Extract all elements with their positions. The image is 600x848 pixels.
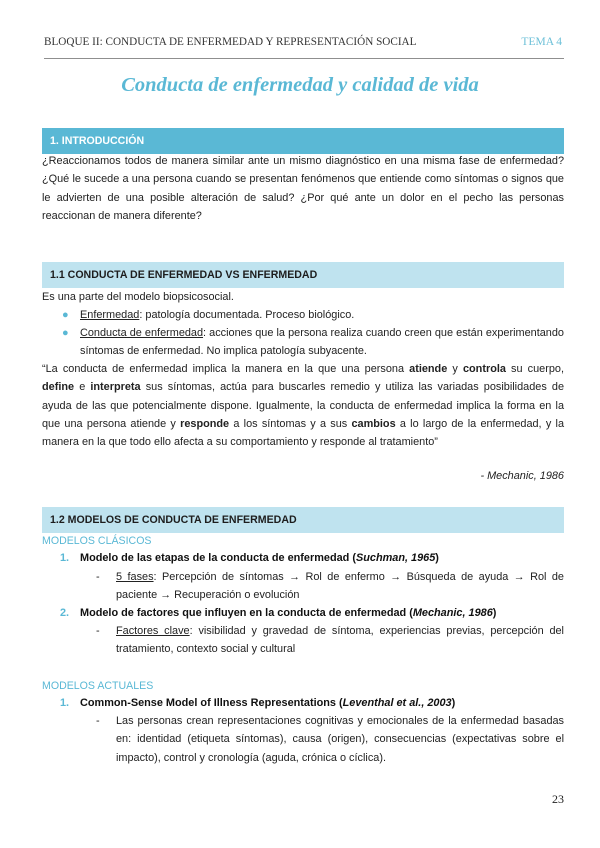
mechanic-quote: “La conducta de enfermedad implica la manera en la que una persona atiende y controla su cuerpo, define e interpreta sus síntomas, actúa para buscarles remedio y utiliza las variadas posibilidades de ayuda de las que potencialmente dispone. Igualmente, la conducta de enfermedad implica la forma en la que una persona atiende y responde a los síntomas y a sus cambios a lo largo de la enfermedad, y la manera en la que todo ello afecta a su comportamiento y responde al tratamiento”	[42, 363, 564, 449]
model-detail-leventhal: Las personas crean representaciones cognitivas y emocionales de la enfermedad basadas en: identidad (etiqueta síntomas), causa (origen), consecuencias (expectativas sobre el impacto), control y cronología (aguda, crónica o cíclica).	[116, 715, 564, 764]
model-title-leventhal: Common-Sense Model of Illness Representations (Leventhal et al., 2003)	[80, 697, 456, 709]
list-number: 1.	[60, 697, 70, 709]
subheading-modelos-clasicos: MODELOS CLÁSICOS	[42, 535, 152, 547]
header-tema: TEMA 4	[521, 36, 562, 48]
dash-marker: -	[96, 571, 100, 583]
section-heading-introduccion: 1. INTRODUCCIÓN	[42, 128, 564, 154]
bullet-dot-icon: ●	[62, 327, 69, 339]
intro-paragraph: ¿Reaccionamos todos de manera similar ante un mismo diagnóstico en una misma fase de enfermedad? ¿Qué le sucede a una persona cuando se presentan fenómenos que entiende como síntomas o signos que le advierten de una posible alteración de salud? ¿Por qué ante un dolor en el pecho las personas reaccionan de manera diferente?	[42, 155, 564, 222]
subheading-modelos-actuales: MODELOS ACTUALES	[42, 680, 154, 692]
header-bloque: BLOQUE II: CONDUCTA DE ENFERMEDAD Y REPRESENTACIÓN SOCIAL	[44, 36, 417, 48]
dash-marker: -	[96, 625, 100, 637]
page-number: 23	[552, 792, 564, 806]
running-header	[44, 34, 564, 59]
bullet-text: Conducta de enfermedad: acciones que la persona realiza cuando creen que están experimentando síntomas de enfermedad. No implica patología subyacente.	[80, 327, 564, 358]
term-enfermedad: Enfermedad	[80, 309, 140, 321]
page-title: Conducta de enfermedad y calidad de vida	[121, 74, 479, 96]
section-intro-text: Es una parte del modelo biopsicosocial.	[42, 291, 234, 303]
model-detail-suchman: 5 fases: Percepción de síntomas → Rol de enfermo → Búsqueda de ayuda → Rol de paciente → Recuperación o evolución	[116, 571, 564, 602]
model-title-mechanic: Modelo de factores que influyen en la conducta de enfermedad (Mechanic, 1986)	[80, 607, 497, 619]
list-number: 1.	[60, 552, 70, 564]
term-conducta-de-enfermedad: Conducta de enfermedad	[80, 327, 204, 339]
bullet-text: Enfermedad: patología documentada. Proceso biológico.	[80, 309, 355, 321]
bullet-dot-icon: ●	[62, 309, 69, 321]
dash-marker: -	[96, 715, 100, 727]
section-heading-conducta-vs-enfermedad: 1.1 CONDUCTA DE ENFERMEDAD VS ENFERMEDAD	[42, 262, 564, 288]
model-detail-mechanic: Factores clave: visibilidad y gravedad de síntoma, experiencias previas, percepción del tratamiento, contexto social y cultural	[116, 625, 564, 656]
list-number: 2.	[60, 607, 70, 619]
model-title-suchman: Modelo de las etapas de la conducta de enfermedad (Suchman, 1965)	[80, 552, 439, 564]
quote-attribution: - Mechanic, 1986	[480, 470, 564, 482]
section-heading-modelos: 1.2 MODELOS DE CONDUCTA DE ENFERMEDAD	[42, 507, 564, 533]
